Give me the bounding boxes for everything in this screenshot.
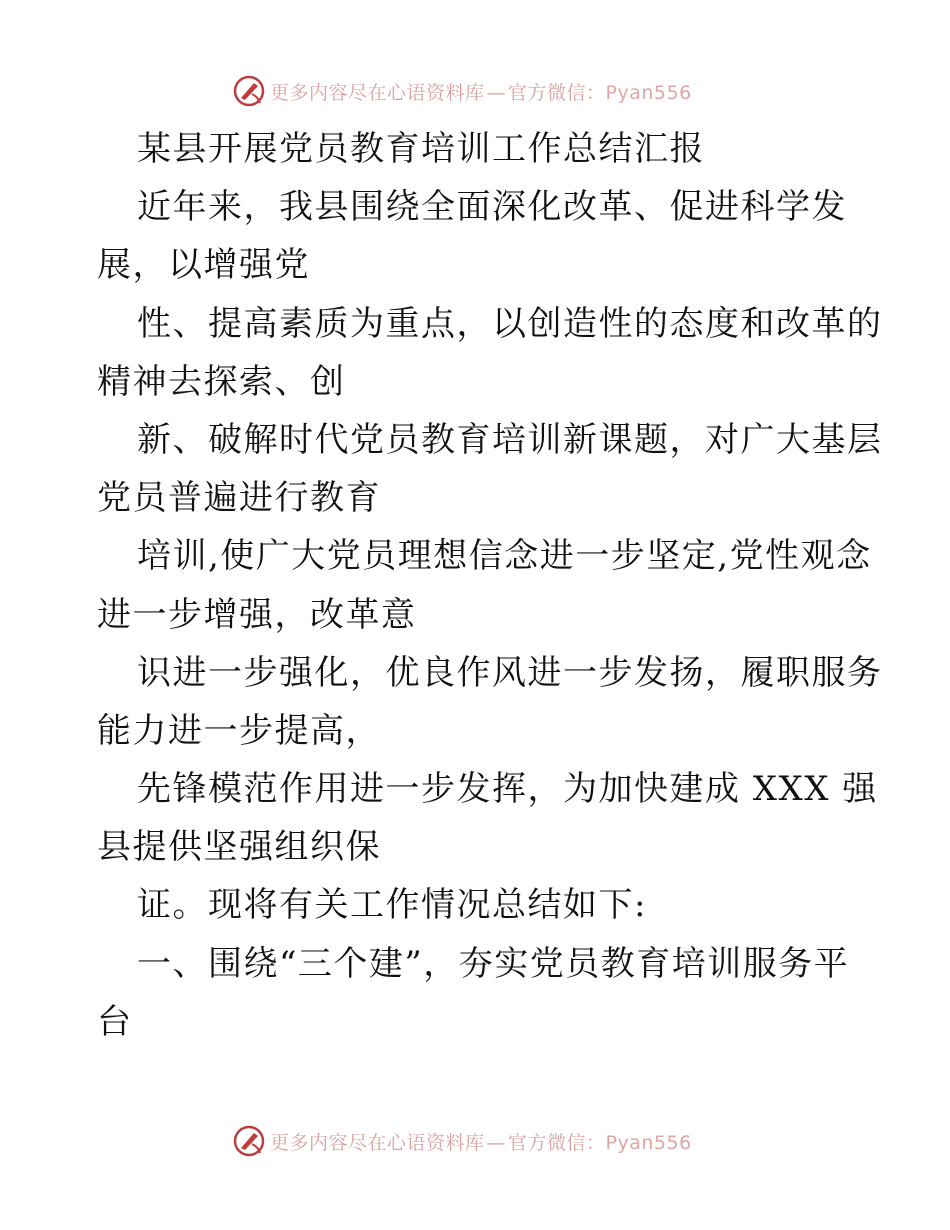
document-title: 某县开展党员教育培训工作总结汇报 [137,129,705,169]
section-heading: 一、围绕“三个建”，夯实党员教育培训服务平 [137,943,850,984]
paragraph-line: 进一步增强，改革意 [97,594,417,635]
paragraph-line: 性、提高素质为重点，以创造性的态度和改革的 [137,303,883,344]
paragraph-line: 培训,使广大党员理想信念进一步坚定,党性观念 [137,536,872,577]
paragraph-line: 近年来，我县围绕全面深化改革、促进科学发 [137,187,847,228]
footer-watermark [232,1124,692,1158]
watermark-text: 更多内容尽在心语资料库 — 官方微信：Pyan556 [270,1131,692,1154]
paragraph-line: 党员普遍进行教育 [97,478,381,519]
paragraph-line: 识进一步强化，优良作风进一步发扬，履职服务 [137,652,883,693]
logo-icon [232,1124,266,1158]
document-body [97,120,883,1051]
logo-icon [232,74,266,108]
section-heading: 台 [97,1001,133,1042]
paragraph-line: 精神去探索、创 [97,361,346,402]
paragraph-line: 证。现将有关工作情况总结如下: [137,885,647,926]
header-watermark [232,74,692,108]
paragraph-line: 展，以增强党 [97,245,310,286]
paragraph-line: 先锋模范作用进一步发挥，为加快建成 XXX 强 [137,769,878,810]
paragraph-line: 县提供坚强组织保 [97,827,381,868]
watermark-text: 更多内容尽在心语资料库 — 官方微信：Pyan556 [270,81,692,104]
paragraph-line: 能力进一步提高， [97,710,381,751]
paragraph-line: 新、破解时代党员教育培训新课题，对广大基层 [137,419,883,460]
